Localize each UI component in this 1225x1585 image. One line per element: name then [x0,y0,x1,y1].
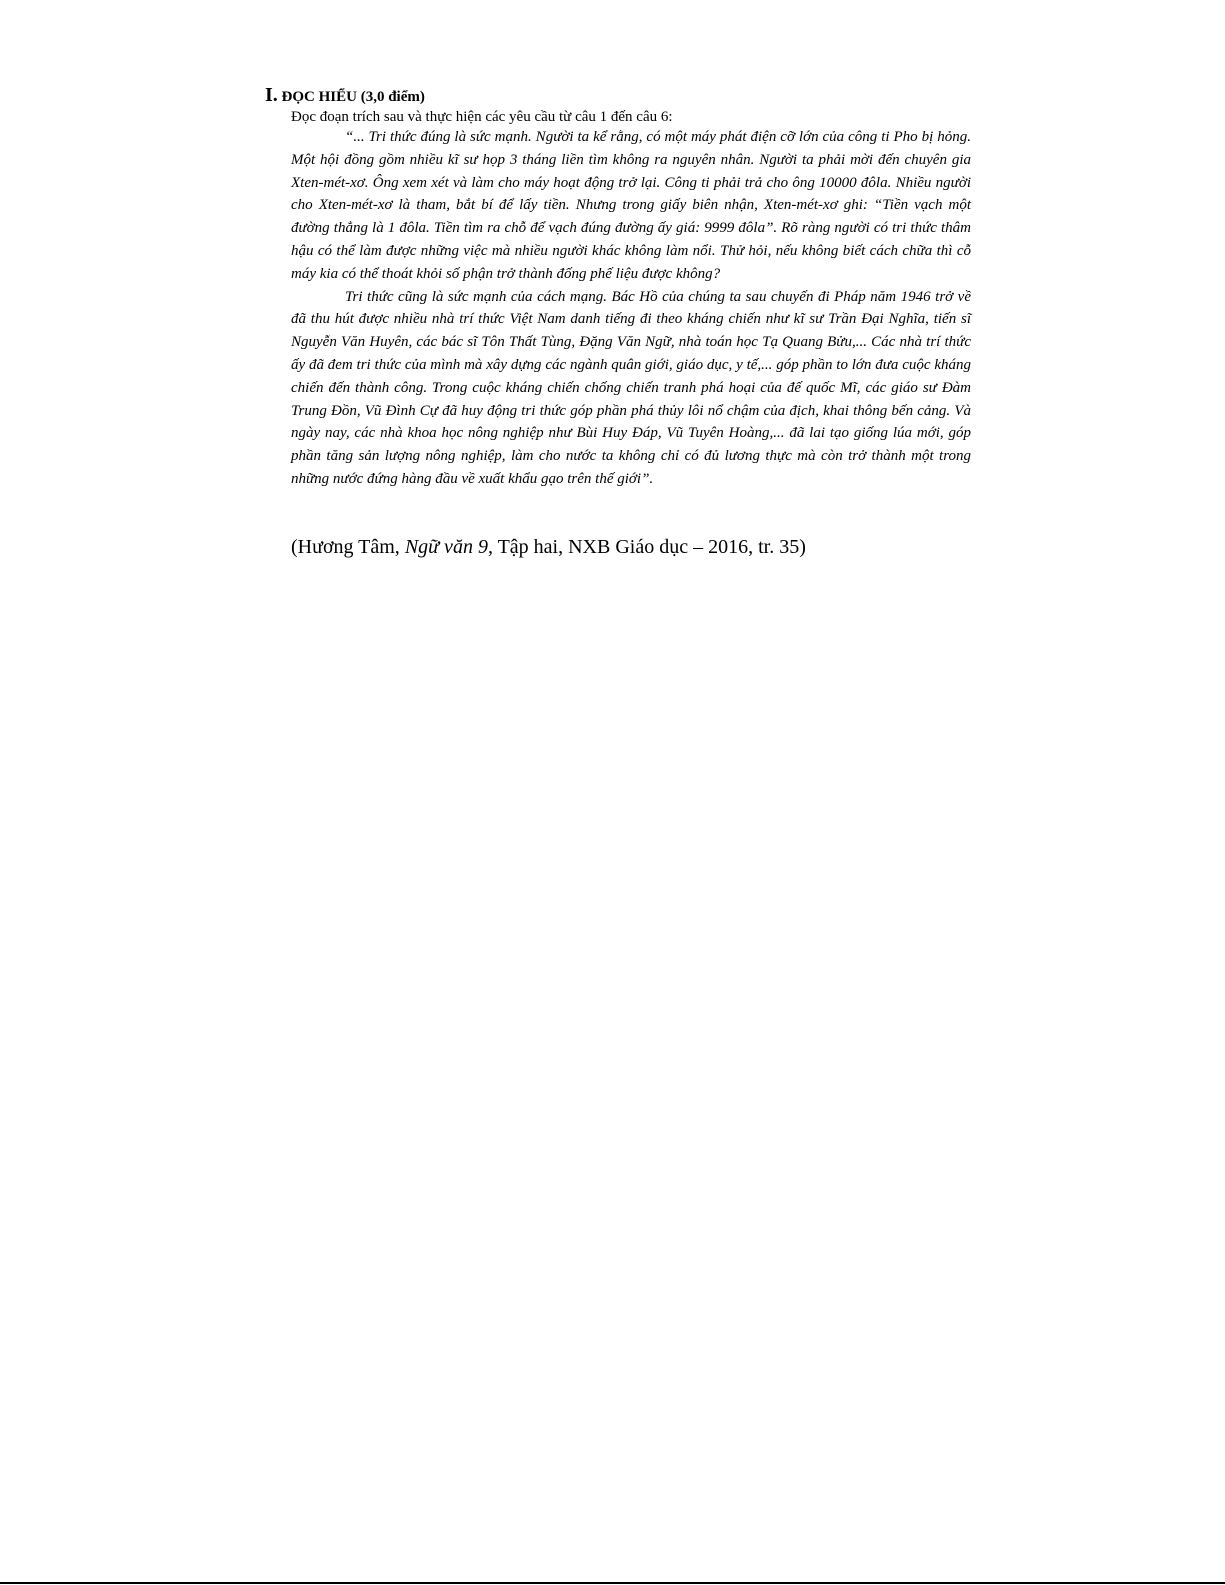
passage-paragraph-2: Tri thức cũng là sức mạnh của cách mạng. Bác Hồ của chúng ta sau chuyến đi Pháp năm 1946 trở về đã thu hút được nhiều nhà trí thức Việt Nam danh tiếng đi theo kháng chiến như kĩ sư Trần Đại Nghĩa, tiến sĩ Nguyễn Văn Huyên, các bác sĩ Tôn Thất Tùng, Đặng Văn Ngữ, nhà toán học Tạ Quang Bửu,... Các nhà trí thức ấy đã đem tri thức của mình mà xây dựng các ngành quân giới, giáo dục, y tế,... góp phần to lớn đưa cuộc kháng chiến đến thành công. Trong cuộc kháng chiến chống chiến tranh phá hoại của đế quốc Mĩ, các giáo sư Đàm Trung Đồn, Vũ Đình Cự đã huy động tri thức góp phần phá thủy lôi nổ chậm của địch, khai thông bến cảng. Và ngày nay, các nhà khoa học nông nghiệp như Bùi Huy Đáp, Vũ Tuyên Hoàng,... đã lai tạo giống lúa mới, góp phần tăng sản lượng nông nghiệp, làm cho nước ta không chỉ có đủ lương thực mà còn trở thành một trong những nước đứng hàng đầu về xuất khẩu gạo trên thế giới”. [291,288,971,487]
section-title: ĐỌC HIỂU (3,0 điểm) [281,89,425,105]
source-citation [291,536,806,559]
instruction-text: Đọc đoạn trích sau và thực hiện các yêu cầu từ câu 1 đến câu 6: [291,109,673,125]
citation-book-title: Ngữ văn 9 [404,536,488,558]
passage-paragraph-1: “... Tri thức đúng là sức mạnh. Người ta kể rằng, có một máy phát điện cỡ lớn của công ti Pho bị hỏng. Một hội đồng gồm nhiều kĩ sư họp 3 tháng liền tìm không ra nguyên nhân. Người ta phải mời đến chuyên gia Xten-mét-xơ. Ông xem xét và làm cho máy hoạt động trở lại. Công ti phải trả cho ông 10000 đôla. Nhiều người cho Xten-mét-xơ là tham, bắt bí để lấy tiền. Nhưng trong giấy biên nhận, Xten-mét-xơ ghi: “Tiền vạch một đường thẳng là 1 đôla. Tiền tìm ra chỗ để vạch đúng đường ấy giá: 9999 đôla”. Rõ ràng người có tri thức thâm hậu có thể làm được những việc mà nhiều người khác không làm nổi. Thử hỏi, nếu không biết cách chữa thì cỗ máy kia có thể thoát khỏi số phận trở thành đống phế liệu được không? [291,129,971,282]
citation-publisher: , Tập hai, NXB Giáo dục – 2016, tr. 35) [487,536,806,558]
bottom-border-line [0,1582,1225,1584]
section-heading [265,84,425,107]
citation-author: (Hương Tâm, [291,536,405,558]
section-numeral: I. [265,84,278,106]
reading-passage [291,126,971,491]
